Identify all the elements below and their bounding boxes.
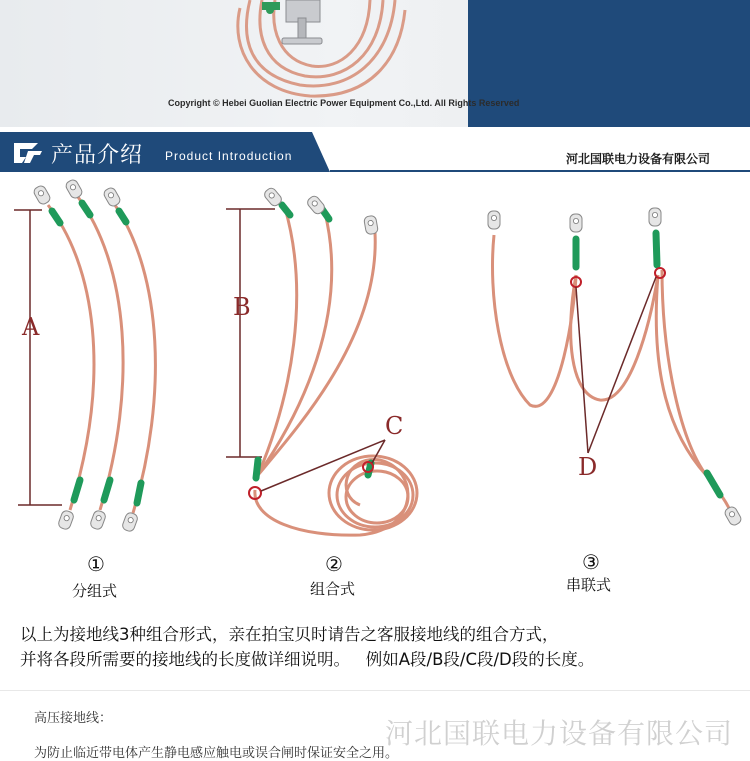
style2-wires — [226, 186, 417, 535]
section-logo-icon — [12, 141, 44, 165]
section-underline — [330, 170, 750, 172]
copyright-text: Copyright © Hebei Guolian Electric Power Equipment Co.,Ltd. All Rights Reserved — [168, 98, 520, 108]
section-title-en: Product Introduction — [165, 149, 293, 163]
style3-wires — [488, 208, 743, 527]
product-banner — [0, 0, 750, 127]
dimension-label-d: D — [578, 453, 598, 481]
style2-number: ② — [325, 552, 343, 576]
description-line-2: 并将各段所需要的接地线的长度做详细说明。 例如A段/B段/C段/D段的长度。 — [20, 650, 595, 669]
dimension-label-a: A — [22, 313, 40, 341]
dimension-label-b: B — [233, 293, 251, 321]
company-name: 河北国联电力设备有限公司 — [566, 152, 711, 166]
company-watermark: 河北国联电力设备有限公司 — [385, 717, 734, 750]
description-line-1: 以上为接地线3种组合形式，亲在拍宝贝时请告之客服接地线的组合方式， — [20, 625, 559, 644]
combination-description — [20, 622, 750, 672]
style1-number: ① — [87, 552, 105, 576]
high-voltage-body: 为防止临近带电体产生静电感应触电或误合闸时保证安全之用。 — [34, 746, 399, 761]
style3-name: 串联式 — [566, 576, 612, 594]
dimension-label-c: C — [385, 412, 404, 440]
grounding-wire-diagram — [0, 175, 750, 615]
high-voltage-title: 高压接地线： — [34, 711, 113, 726]
section-title-cn: 产品介绍 — [51, 143, 144, 168]
style3-number: ③ — [582, 550, 600, 574]
style1-wires — [14, 178, 155, 532]
style1-name: 分组式 — [72, 582, 118, 600]
divider — [0, 690, 750, 691]
style2-name: 组合式 — [310, 580, 356, 598]
